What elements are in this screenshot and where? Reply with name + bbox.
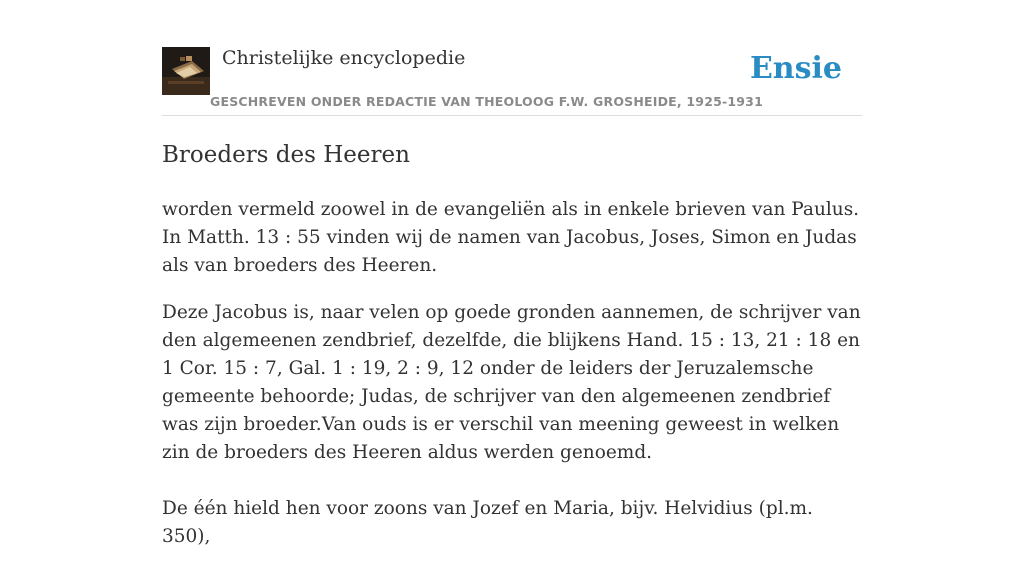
article-paragraph: Deze Jacobus is, naar velen op goede gronden aannemen, de schrijver van den algemeenen zendbrief, dezelfde, die blijkens Hand. 15 : 13, 21 : 18 en 1 Cor. 15 : 7, Gal. 1 : 19, 2 : 9, 12 onder de leiders der Jeruzalemsche gemeente behoorde; Judas, de schrijver van den algemeenen zendbrief was zijn broeder.Van ouds is er verschil van meening geweest in welken zin de broeders des Heeren aldus werden genoemd. [162,302,861,463]
article [162,138,866,570]
article-title: Broeders des Heeren [162,142,410,168]
book-subtitle: GESCHREVEN ONDER REDACTIE VAN THEOLOOG F.W. GROSHEIDE, 1925-1931 [210,94,763,109]
article-paragraph: worden vermeld zoowel in de evangeliën als in enkele brieven van Paulus. In Matth. 13 : 55 vinden wij de namen van Jacobus, Joses, Simon en Judas als van broeders des Heeren. [162,199,860,276]
book-cover-icon [162,47,210,95]
book-avatar[interactable] [162,47,210,95]
site-header [162,46,862,116]
brand-logo[interactable]: Ensie [749,51,842,86]
book-title[interactable]: Christelijke encyclopedie [222,47,466,69]
article-paragraph: De één hield hen voor zoons van Jozef en Maria, bijv. Helvidius (pl.m. 350), [162,498,813,547]
